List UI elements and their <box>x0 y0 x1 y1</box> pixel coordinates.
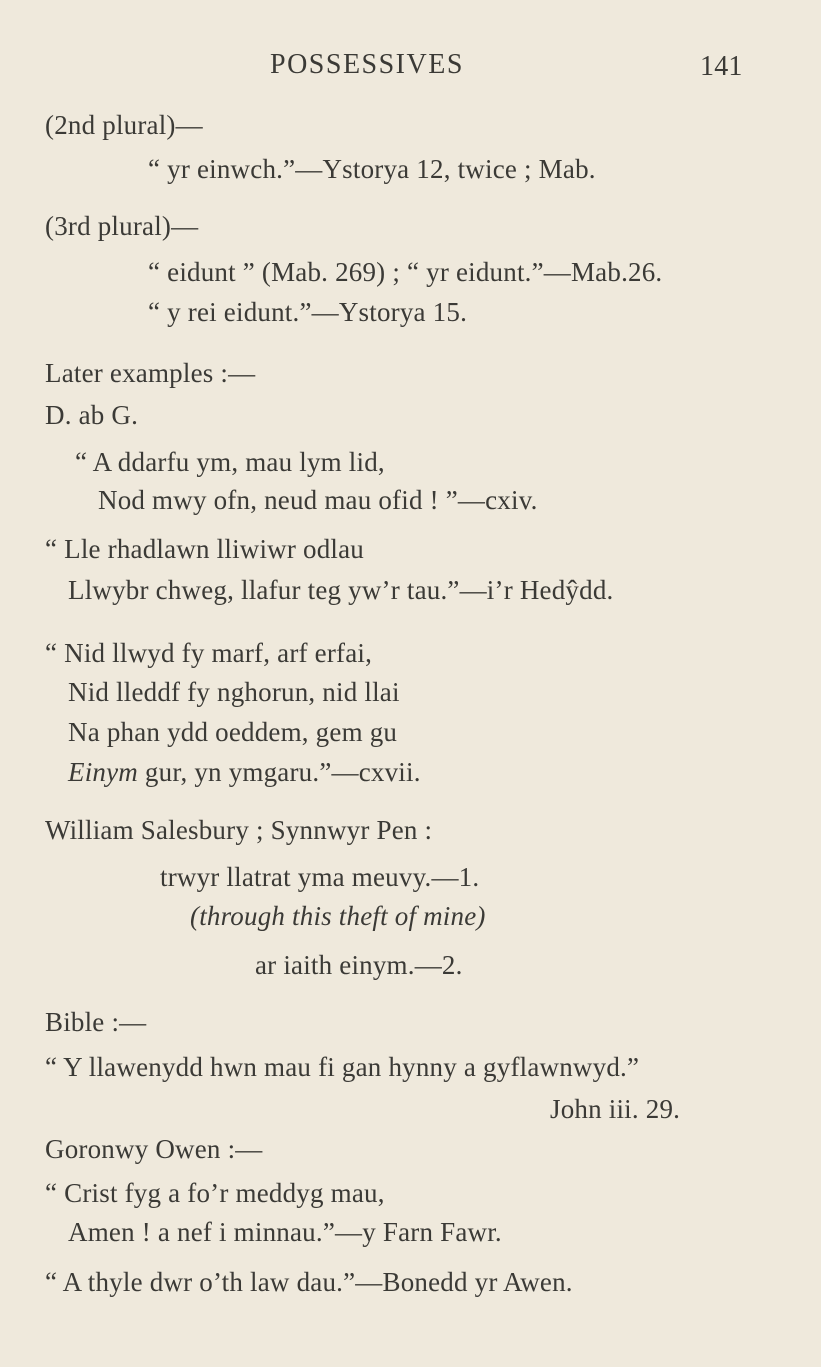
italic-word: Einym <box>68 757 138 787</box>
quote-line: trwyr llatrat yma meuvy.—1. <box>160 862 480 892</box>
quote-line: “ y rei eidunt.”—Ystorya 15. <box>148 297 468 327</box>
verse-line: Nid lleddf fy nghorun, nid llai <box>68 677 400 707</box>
quote-line: “ yr einwch.”—Ystorya 12, twice ; Mab. <box>148 154 596 184</box>
section-label-2nd-plural: (2nd plural)— <box>45 110 203 140</box>
verse-line: “ Nid llwyd fy marf, arf erfai, <box>45 638 373 668</box>
quote-line: “ eidunt ” (Mab. 269) ; “ yr eidunt.”—Mab.26. <box>148 257 663 287</box>
verse-line: “ A ddarfu ym, mau lym lid, <box>75 447 385 477</box>
verse-line: Na phan ydd oeddem, gem gu <box>68 717 398 747</box>
verse-line: Nod mwy ofn, neud mau ofid ! ”—cxiv. <box>98 485 538 515</box>
verse-line-rest: gur, yn ymgaru.”—cxvii. <box>137 757 421 787</box>
quote-line: “ Y llawenydd hwn mau fi gan hynny a gyflawnwyd.” <box>45 1052 640 1082</box>
quote-line: ar iaith einym.—2. <box>255 950 463 980</box>
page-number: 141 <box>700 51 743 82</box>
citation: John iii. 29. <box>550 1094 681 1124</box>
section-label-later-examples: Later examples :— <box>45 358 256 388</box>
author-label: Goronwy Owen :— <box>45 1134 263 1164</box>
author-label: Bible :— <box>45 1007 147 1037</box>
verse-line: “ Crist fyg a fo’r meddyg mau, <box>45 1178 385 1208</box>
verse-line: “ A thyle dwr o’th law dau.”—Bonedd yr Awen. <box>45 1267 573 1297</box>
verse-line: Llwybr chweg, llafur teg yw’r tau.”—i’r Hedŷdd. <box>68 575 614 605</box>
author-label: William Salesbury ; Synnwyr Pen : <box>45 815 433 845</box>
author-label: D. ab G. <box>45 400 139 430</box>
translation-line: (through this theft of mine) <box>190 901 486 931</box>
verse-line <box>68 755 421 789</box>
running-header: POSSESSIVES <box>270 49 464 80</box>
verse-line: “ Lle rhadlawn lliwiwr odlau <box>45 534 365 564</box>
section-label-3rd-plural: (3rd plural)— <box>45 211 199 241</box>
verse-line: Amen ! a nef i minnau.”—y Farn Fawr. <box>68 1217 502 1247</box>
